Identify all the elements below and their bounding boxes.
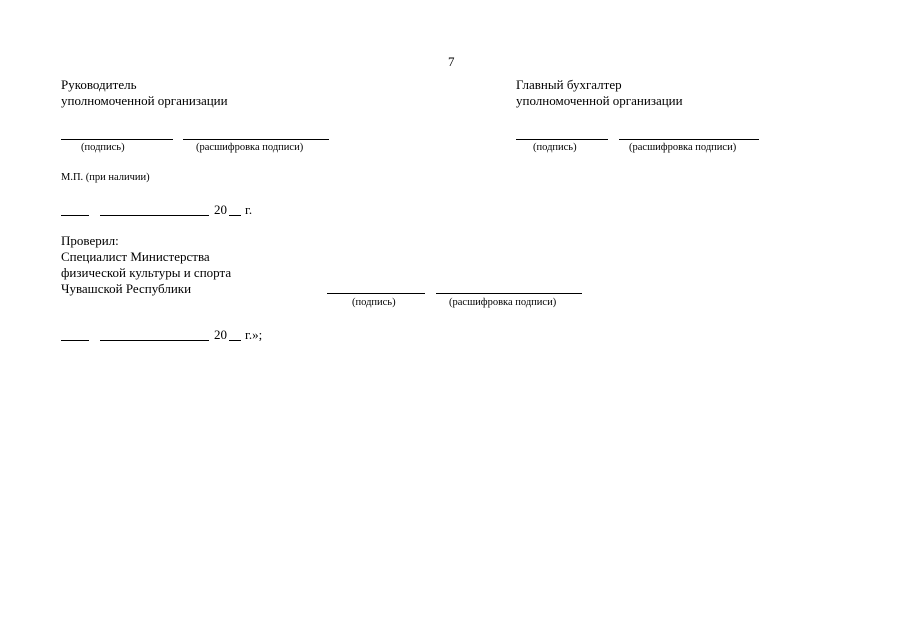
page-number: 7 bbox=[448, 54, 455, 69]
head-decoding-caption: (расшифровка подписи) bbox=[196, 142, 304, 153]
checked-line3: Чувашской Республики bbox=[61, 281, 192, 296]
head-signature-line bbox=[61, 139, 173, 140]
accountant-signature-line bbox=[516, 139, 608, 140]
date2-day-line bbox=[61, 340, 89, 341]
accountant-org: уполномоченной организации bbox=[516, 93, 683, 108]
date1-month-line bbox=[100, 215, 209, 216]
date2-suffix: г.»; bbox=[245, 327, 263, 342]
head-decoding-line bbox=[183, 139, 329, 140]
accountant-title: Главный бухгалтер bbox=[516, 77, 622, 92]
accountant-decoding-caption: (расшифровка подписи) bbox=[629, 142, 737, 153]
date2-year-prefix: 20 bbox=[214, 327, 227, 342]
head-org: уполномоченной организации bbox=[61, 93, 228, 108]
accountant-decoding-line bbox=[619, 139, 759, 140]
date1-day-line bbox=[61, 215, 89, 216]
head-title: Руководитель bbox=[61, 77, 137, 92]
checker-decoding-line bbox=[436, 293, 582, 294]
checked-line1: Специалист Министерства bbox=[61, 249, 210, 264]
checked-label: Проверил: bbox=[61, 233, 119, 248]
stamp-note: М.П. (при наличии) bbox=[61, 172, 150, 183]
checker-signature-caption: (подпись) bbox=[352, 297, 396, 308]
accountant-signature-caption: (подпись) bbox=[533, 142, 577, 153]
head-signature-caption: (подпись) bbox=[81, 142, 125, 153]
checked-line2: физической культуры и спорта bbox=[61, 265, 232, 280]
checker-decoding-caption: (расшифровка подписи) bbox=[449, 297, 557, 308]
date2-year-line bbox=[229, 340, 241, 341]
checker-signature-line bbox=[327, 293, 425, 294]
date2-month-line bbox=[100, 340, 209, 341]
date1-year-prefix: 20 bbox=[214, 202, 227, 217]
date1-year-line bbox=[229, 215, 241, 216]
date1-suffix: г. bbox=[245, 202, 253, 217]
